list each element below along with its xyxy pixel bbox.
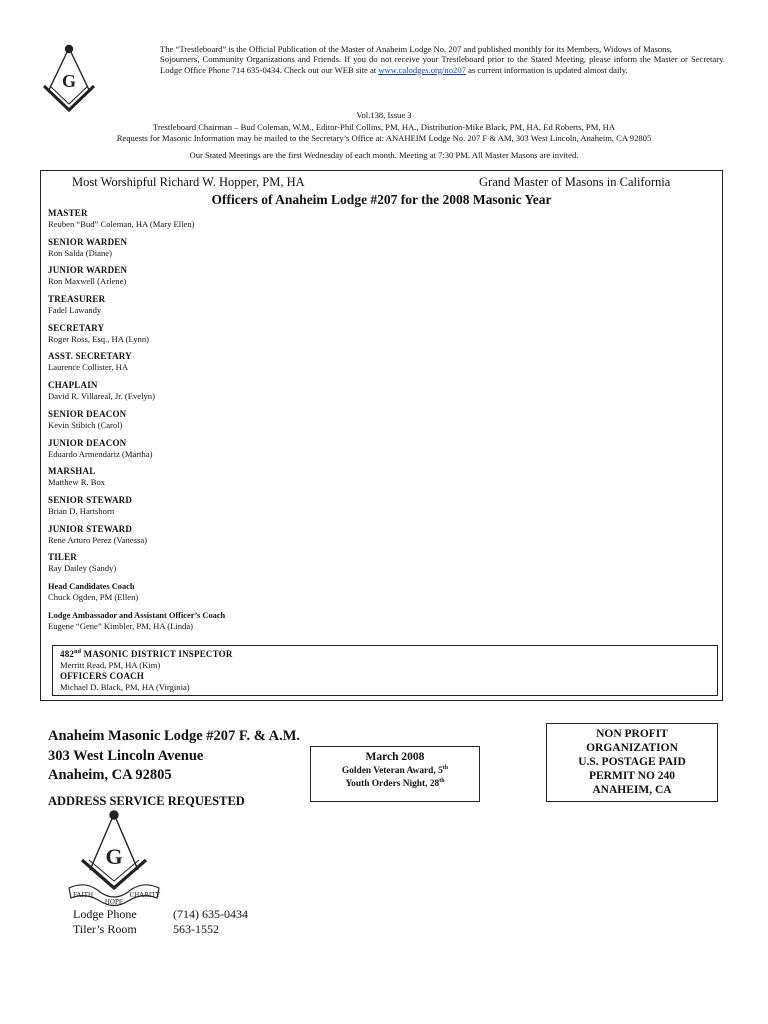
officer-role: JUNIOR STEWARD xyxy=(48,523,133,534)
officer-name: David R. Villareal, Jr. (Evelyn) xyxy=(48,391,155,402)
grand-master-name: Most Worshipful Richard W. Hopper, PM, HA xyxy=(72,175,305,189)
officer-name: Kevin Stibich (Carol) xyxy=(48,419,123,430)
svg-text:G: G xyxy=(61,71,77,91)
officer-name: Reuben “Bud” Coleman, HA (Mary Ellen) xyxy=(48,219,195,229)
intro-line-1: The “Trestleboard” is the Official Publication of the Master of Anaheim Lodge No. 207 and published monthly for its Members, Widows of Masons, xyxy=(160,44,672,54)
officer-role: SECRETARY xyxy=(48,322,105,333)
officers-coach-role: OFFICERS COACH xyxy=(60,671,145,681)
officer-entry xyxy=(48,237,708,266)
officers-title: Officers of Anaheim Lodge #207 for the 2008 Masonic Year xyxy=(211,192,552,207)
postage-line: ORGANIZATION xyxy=(586,742,678,754)
svg-text:G: G xyxy=(105,844,123,869)
address-line-2: 303 West Lincoln Avenue xyxy=(48,747,204,764)
officer-role: ASST. SECRETARY xyxy=(48,351,132,362)
event-line-1: Golden Veteran Award, 5th xyxy=(341,764,449,776)
officer-role: TILER xyxy=(48,552,78,563)
officer-name: Ray Dailey (Sandy) xyxy=(48,563,117,574)
stated-meetings-line: Our Stated Meetings are the first Wednesday of each month. Meeting at 7:30 PM. All Master Masons are invited. xyxy=(189,150,579,160)
district-info xyxy=(60,649,700,693)
lodge-phone: Lodge Phone (714) 635-0434 xyxy=(73,907,248,921)
postage-line: PERMIT NO 240 xyxy=(588,770,676,782)
website-link[interactable]: www.calodges.org/no207 xyxy=(378,64,466,75)
month-events-box xyxy=(310,746,480,802)
square-compass-logo-top xyxy=(40,42,98,114)
officer-entry xyxy=(48,380,708,409)
officer-role: Lodge Ambassador and Assistant Officer’s Coach xyxy=(48,610,226,620)
postage-line: U.S. POSTAGE PAID xyxy=(578,756,686,768)
officer-role: MARSHAL xyxy=(48,466,96,477)
officer-role: JUNIOR DEACON xyxy=(48,437,127,448)
officer-name: Ron Maxwell (Arlene) xyxy=(48,276,127,287)
event-month: March 2008 xyxy=(365,751,425,763)
svg-text:CHARITY: CHARITY xyxy=(129,891,161,899)
officer-entry xyxy=(48,524,708,553)
officer-entry xyxy=(48,323,708,352)
officer-role: SENIOR STEWARD xyxy=(48,494,133,505)
postage-line: NON PROFIT xyxy=(596,728,668,740)
officer-name: Laurence Collister, HA xyxy=(48,362,129,373)
officer-role: MASTER xyxy=(48,208,88,218)
officer-role: TREASURER xyxy=(48,294,106,305)
officer-entry xyxy=(48,495,708,524)
postage-indicia xyxy=(546,723,718,802)
officer-role: JUNIOR WARDEN xyxy=(48,265,128,276)
mailing-address xyxy=(48,727,300,786)
district-inspector-role: 482nd MASONIC DISTRICT INSPECTOR xyxy=(60,649,233,659)
officer-entry xyxy=(48,466,708,495)
publication-intro xyxy=(160,44,725,75)
officer-role: Head Candidates Coach xyxy=(48,581,135,591)
event-line-2: Youth Orders Night, 28th xyxy=(345,777,445,789)
officer-role: SENIOR DEACON xyxy=(48,408,127,419)
svg-text:FAITH: FAITH xyxy=(72,891,94,899)
grand-master-title: Grand Master of Masons in California xyxy=(479,175,671,189)
phone-numbers xyxy=(73,907,248,937)
officer-name: Ron Salda (Diane) xyxy=(48,247,112,258)
officers-coach-name: Michael D. Black, PM, HA (Virginia) xyxy=(60,682,190,692)
tiler-phone: Tiler’s Room 563-1552 xyxy=(73,922,219,936)
officer-entry xyxy=(48,581,708,610)
officer-entry xyxy=(48,438,708,467)
officer-entry xyxy=(48,351,708,380)
officer-entry xyxy=(48,409,708,438)
officer-role: CHAPLAIN xyxy=(48,380,98,391)
officer-entry xyxy=(48,208,708,237)
officer-name: Eugene “Gene” Kimbler, PM, HA (Linda) xyxy=(48,620,193,631)
officer-entry xyxy=(48,610,708,639)
officer-name: Eduardo Armendariz (Martha) xyxy=(48,448,153,459)
officer-entry xyxy=(48,265,708,294)
officer-name: Chuck Ogden, PM (Ellen) xyxy=(48,591,139,602)
svg-text:HOPE: HOPE xyxy=(104,898,124,906)
officer-entry xyxy=(48,294,708,323)
officer-name: Matthew R. Box xyxy=(48,477,106,488)
square-compass-ribbon-logo xyxy=(66,808,162,908)
staff-line: Trestleboard Chairman – Bud Coleman, W.M., Editor-Phil Collins, PM, HA., Distribution-Mike Black, PM, HA, Ed Roberts, PM, HA xyxy=(152,122,616,132)
intro-line-2: Sojourners, Community Organizations and Friends. If you do not receive your Trestleboard prior to the Stated Meeting, please inform the Master or Secretary. Lodge Office Phone 714 635-0434. Check out our WEB site at www.calodges.org/no207 as current information is updated almost daily. xyxy=(160,54,725,75)
district-inspector-name: Merritt Read, PM, HA (Kim) xyxy=(60,660,161,670)
address-service-requested: ADDRESS SERVICE REQUESTED xyxy=(48,794,245,808)
address-line-3: Anaheim, CA 92805 xyxy=(48,767,172,783)
volume-issue: Vol.138, Issue 3 xyxy=(356,110,412,120)
requests-line: Requests for Masonic Information may be mailed to the Secretary’s Office at: ANAHEIM Lodge No. 207 F & AM, 303 West Lincoln, Anaheim, CA 92805 xyxy=(116,133,652,143)
officers-list xyxy=(48,208,708,638)
postage-line: ANAHEIM, CA xyxy=(592,784,672,796)
address-line-1: Anaheim Masonic Lodge #207 F. & A.M. xyxy=(48,728,301,744)
officer-name: Rene Arturo Perez (Vanessa) xyxy=(48,534,148,545)
officer-name: Brian D. Hartshorn xyxy=(48,505,115,516)
officer-entry xyxy=(48,552,708,581)
officer-role: SENIOR WARDEN xyxy=(48,236,128,247)
officer-name: Fadel Lawandy xyxy=(48,305,102,316)
officer-name: Roger Ross, Esq., HA (Lynn) xyxy=(48,333,149,344)
